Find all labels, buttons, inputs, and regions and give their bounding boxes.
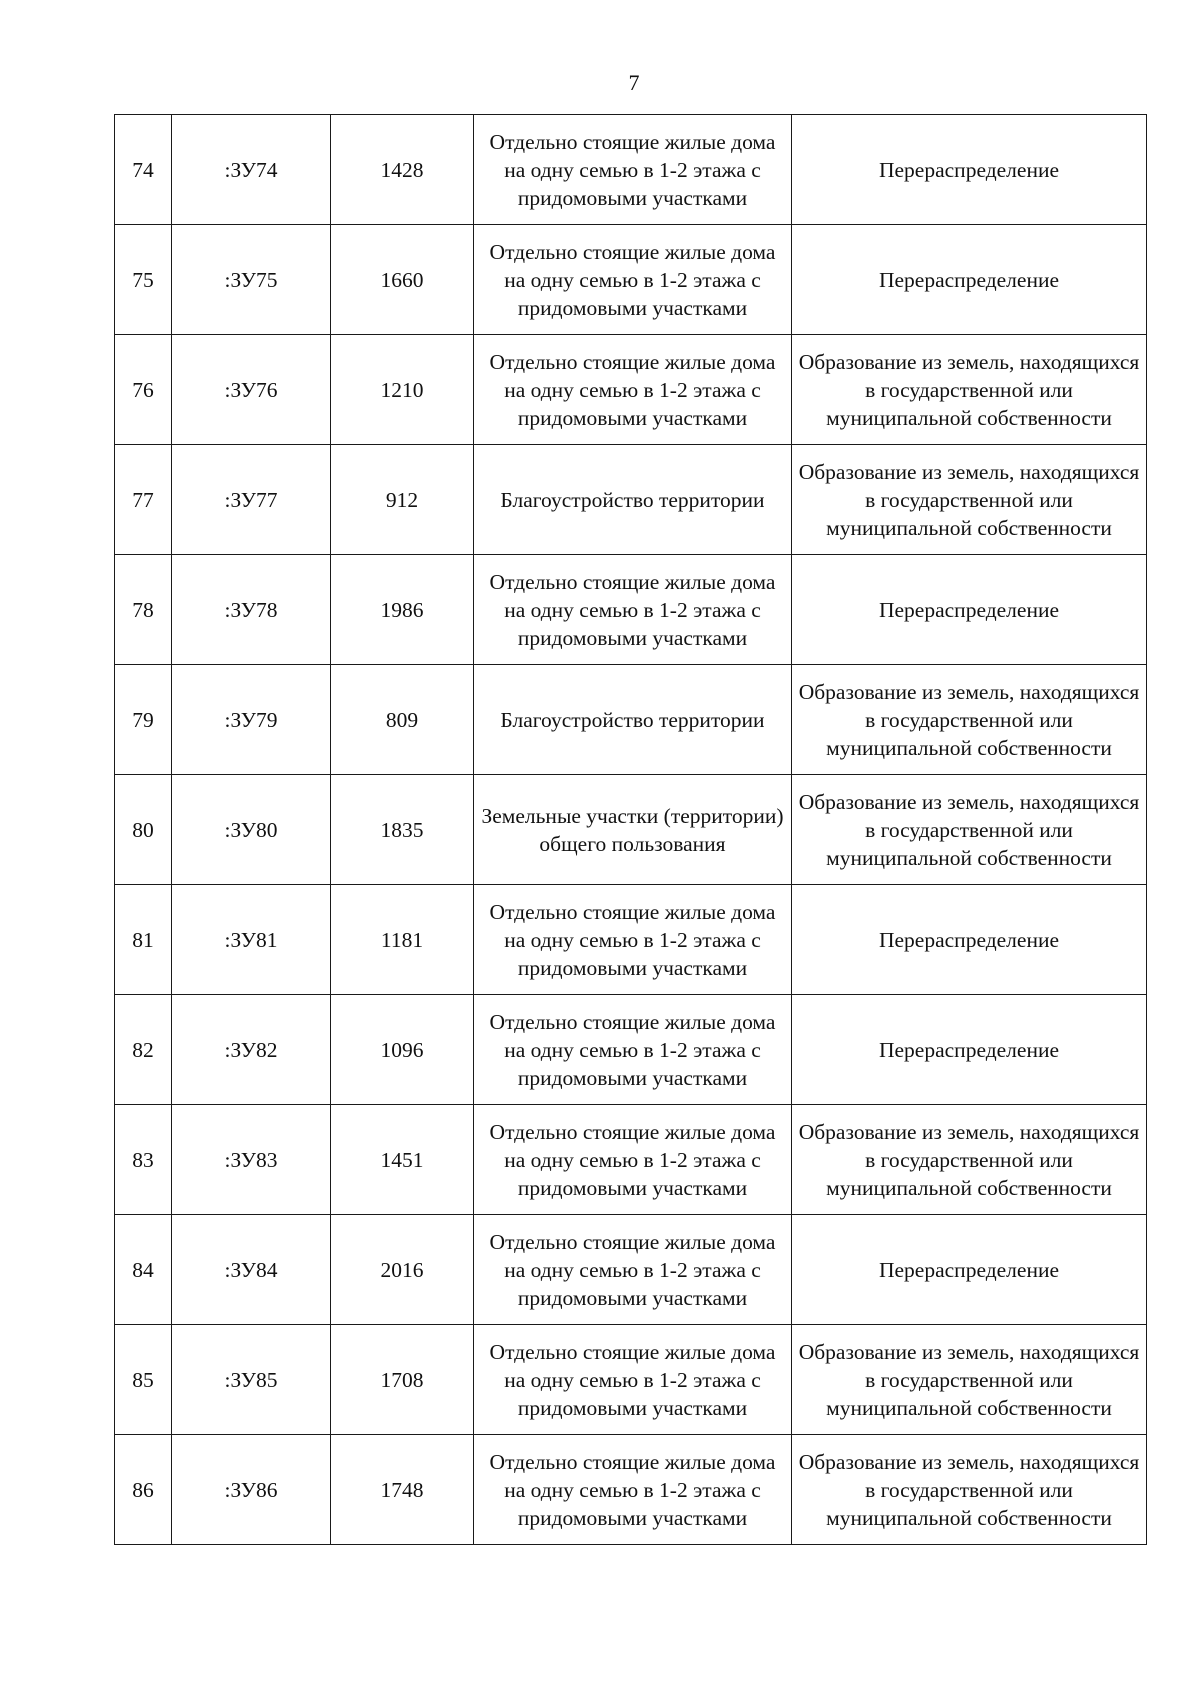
permitted-use-cell: Земельные участки (территории) общего пользования <box>474 775 792 885</box>
plot-area-cell: 2016 <box>331 1215 474 1325</box>
permitted-use-cell: Отдельно стоящие жилые дома на одну семью в 1-2 этажа с придомовыми участками <box>474 995 792 1105</box>
row-number-cell: 74 <box>115 115 172 225</box>
formation-method-cell: Перераспределение <box>792 225 1147 335</box>
plot-code-cell: :ЗУ74 <box>172 115 331 225</box>
permitted-use-cell: Благоустройство территории <box>474 665 792 775</box>
plot-code-cell: :ЗУ78 <box>172 555 331 665</box>
row-number-cell: 80 <box>115 775 172 885</box>
row-number-cell: 84 <box>115 1215 172 1325</box>
plot-area-cell: 1451 <box>331 1105 474 1215</box>
plot-code-cell: :ЗУ83 <box>172 1105 331 1215</box>
plot-code-cell: :ЗУ86 <box>172 1435 331 1545</box>
table-row <box>115 1435 1147 1545</box>
table-row <box>115 1215 1147 1325</box>
row-number-cell: 79 <box>115 665 172 775</box>
plot-area-cell: 1835 <box>331 775 474 885</box>
table-row <box>115 555 1147 665</box>
plot-area-cell: 809 <box>331 665 474 775</box>
table-row <box>115 335 1147 445</box>
formation-method-cell: Перераспределение <box>792 885 1147 995</box>
row-number-cell: 86 <box>115 1435 172 1545</box>
permitted-use-cell: Отдельно стоящие жилые дома на одну семью в 1-2 этажа с придомовыми участками <box>474 1325 792 1435</box>
row-number-cell: 76 <box>115 335 172 445</box>
table-row <box>115 995 1147 1105</box>
table-row <box>115 1105 1147 1215</box>
plot-area-cell: 1428 <box>331 115 474 225</box>
table-row <box>115 1325 1147 1435</box>
land-plots-table-body <box>115 115 1147 1545</box>
formation-method-cell: Образование из земель, находящихся в государственной или муниципальной собственности <box>792 775 1147 885</box>
permitted-use-cell: Отдельно стоящие жилые дома на одну семью в 1-2 этажа с придомовыми участками <box>474 115 792 225</box>
plot-code-cell: :ЗУ81 <box>172 885 331 995</box>
table-row <box>115 775 1147 885</box>
page-number: 7 <box>628 70 640 95</box>
table-row <box>115 445 1147 555</box>
plot-code-cell: :ЗУ84 <box>172 1215 331 1325</box>
formation-method-cell: Перераспределение <box>792 115 1147 225</box>
plot-area-cell: 1986 <box>331 555 474 665</box>
row-number-cell: 85 <box>115 1325 172 1435</box>
permitted-use-cell: Отдельно стоящие жилые дома на одну семью в 1-2 этажа с придомовыми участками <box>474 1215 792 1325</box>
permitted-use-cell: Отдельно стоящие жилые дома на одну семью в 1-2 этажа с придомовыми участками <box>474 1105 792 1215</box>
permitted-use-cell: Отдельно стоящие жилые дома на одну семью в 1-2 этажа с придомовыми участками <box>474 885 792 995</box>
plot-area-cell: 1748 <box>331 1435 474 1545</box>
plot-area-cell: 1181 <box>331 885 474 995</box>
plot-code-cell: :ЗУ76 <box>172 335 331 445</box>
formation-method-cell: Образование из земель, находящихся в государственной или муниципальной собственности <box>792 665 1147 775</box>
land-plots-table <box>114 114 1147 1545</box>
plot-code-cell: :ЗУ85 <box>172 1325 331 1435</box>
plot-code-cell: :ЗУ82 <box>172 995 331 1105</box>
row-number-cell: 75 <box>115 225 172 335</box>
permitted-use-cell: Отдельно стоящие жилые дома на одну семью в 1-2 этажа с придомовыми участками <box>474 555 792 665</box>
table-row <box>115 225 1147 335</box>
plot-code-cell: :ЗУ80 <box>172 775 331 885</box>
formation-method-cell: Образование из земель, находящихся в государственной или муниципальной собственности <box>792 335 1147 445</box>
table-row <box>115 885 1147 995</box>
table-row <box>115 115 1147 225</box>
row-number-cell: 81 <box>115 885 172 995</box>
row-number-cell: 82 <box>115 995 172 1105</box>
permitted-use-cell: Отдельно стоящие жилые дома на одну семью в 1-2 этажа с придомовыми участками <box>474 1435 792 1545</box>
formation-method-cell: Образование из земель, находящихся в государственной или муниципальной собственности <box>792 445 1147 555</box>
plot-area-cell: 912 <box>331 445 474 555</box>
row-number-cell: 78 <box>115 555 172 665</box>
table-row <box>115 665 1147 775</box>
plot-code-cell: :ЗУ79 <box>172 665 331 775</box>
formation-method-cell: Перераспределение <box>792 555 1147 665</box>
permitted-use-cell: Отдельно стоящие жилые дома на одну семью в 1-2 этажа с придомовыми участками <box>474 335 792 445</box>
row-number-cell: 77 <box>115 445 172 555</box>
formation-method-cell: Образование из земель, находящихся в государственной или муниципальной собственности <box>792 1105 1147 1215</box>
plot-area-cell: 1096 <box>331 995 474 1105</box>
permitted-use-cell: Благоустройство территории <box>474 445 792 555</box>
plot-area-cell: 1660 <box>331 225 474 335</box>
formation-method-cell: Образование из земель, находящихся в государственной или муниципальной собственности <box>792 1435 1147 1545</box>
formation-method-cell: Образование из земель, находящихся в государственной или муниципальной собственности <box>792 1325 1147 1435</box>
formation-method-cell: Перераспределение <box>792 1215 1147 1325</box>
row-number-cell: 83 <box>115 1105 172 1215</box>
plot-code-cell: :ЗУ75 <box>172 225 331 335</box>
plot-area-cell: 1210 <box>331 335 474 445</box>
plot-area-cell: 1708 <box>331 1325 474 1435</box>
formation-method-cell: Перераспределение <box>792 995 1147 1105</box>
permitted-use-cell: Отдельно стоящие жилые дома на одну семью в 1-2 этажа с придомовыми участками <box>474 225 792 335</box>
plot-code-cell: :ЗУ77 <box>172 445 331 555</box>
